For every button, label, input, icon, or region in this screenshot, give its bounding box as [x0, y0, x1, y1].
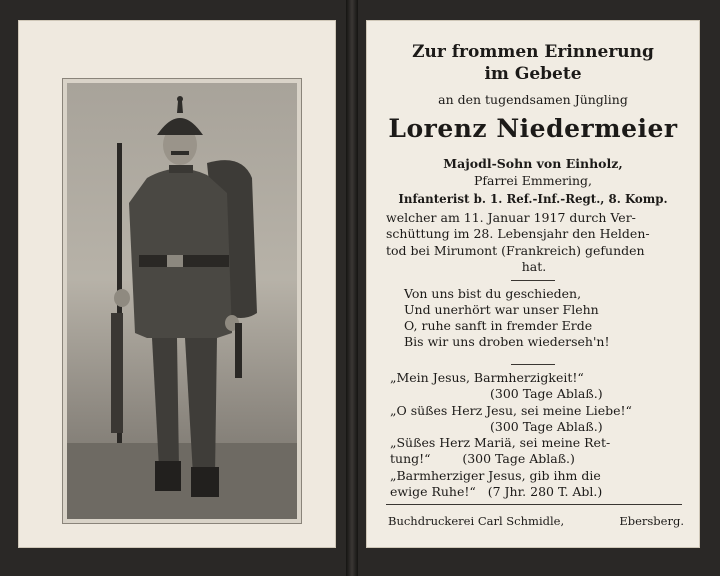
death-paragraph	[386, 210, 682, 275]
poem-line: Von uns bist du geschieden,	[404, 286, 582, 301]
prayer-line: „Süßes Herz Mariä, sei meine Ret-	[390, 435, 611, 451]
deceased-name: Lorenz Niedermeier	[388, 114, 678, 143]
printer-town: Ebersberg.	[619, 514, 684, 528]
poem-line: Und unerhört war unser Flehn	[404, 302, 599, 317]
divider-3	[386, 504, 682, 505]
dedication: an den tugendsamen Jüngling	[438, 92, 628, 107]
soldier-figure	[67, 83, 297, 519]
text-panel	[366, 20, 700, 548]
prayer-line: „Mein Jesus, Barmherzigkeit!“	[390, 370, 584, 385]
printer-line	[388, 514, 684, 528]
origin-line: Majodl-Sohn von Einholz,	[443, 156, 623, 171]
indulgence-line: (300 Tage Ablaß.)	[490, 386, 603, 402]
death-line: tod bei Mirumont (Frankreich) gefunden	[386, 242, 645, 258]
divider-2	[511, 364, 555, 365]
death-line: welcher am 11. Januar 1917 durch Ver-	[386, 210, 636, 225]
heading-line-2: im Gebete	[484, 64, 582, 84]
parish-line: Pfarrei Emmering,	[473, 173, 593, 188]
poem	[404, 286, 674, 350]
indulgence-line: (300 Tage Ablaß.)	[490, 418, 603, 434]
card-fold	[346, 0, 358, 576]
poem-line: O, ruhe sanft in fremder Erde	[404, 318, 593, 333]
death-line: schüttung im 28. Lebensjahr den Helden-	[386, 226, 650, 242]
soldier-photo	[67, 83, 297, 519]
photo-frame	[62, 78, 302, 524]
heading-line-1: Zur frommen Erinnerung	[412, 42, 654, 62]
prayer-line: ewige Ruhe!“ (7 Jhr. 280 T. Abl.)	[390, 484, 603, 500]
poem-line: Bis wir uns droben wiederseh'n!	[404, 334, 610, 349]
photo-panel	[18, 20, 336, 548]
prayer-line: „Barmherziger Jesus, gib ihm die	[390, 467, 601, 483]
prayer-line: „O süßes Herz Jesu, sei meine Liebe!“	[390, 402, 632, 418]
prayer-line: tung!“ (300 Tage Ablaß.)	[390, 451, 575, 467]
divider-1	[511, 280, 555, 281]
printer-name: Buchdruckerei Carl Schmidle,	[388, 514, 565, 528]
death-line: hat.	[521, 258, 547, 274]
prayers	[390, 370, 684, 500]
military-unit: Infanterist b. 1. Ref.-Inf.-Regt., 8. Komp.	[398, 192, 668, 206]
